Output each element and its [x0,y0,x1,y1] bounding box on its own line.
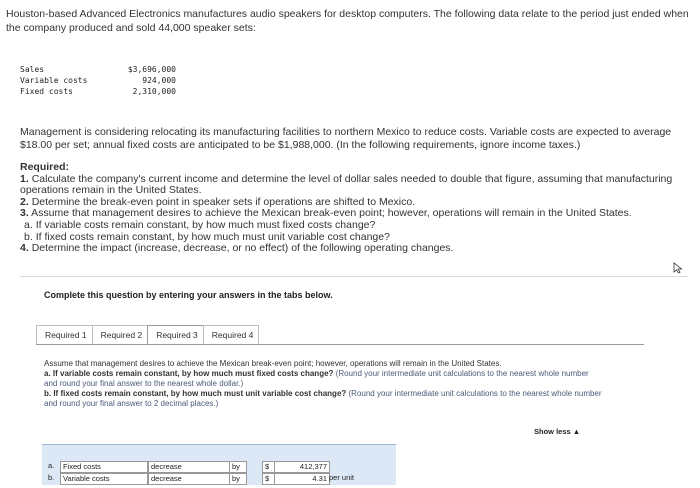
instructions-note: Complete this question by entering your answers in the tabs below. [44,290,333,300]
row-letter: a. [48,461,55,470]
answer-row-b [42,473,396,485]
direction-input[interactable]: decrease [148,461,230,473]
cost-value: 924,000 [142,76,176,85]
question-main: Assume that management desires to achieve the Mexican break-even point; however, operations will remain in the United States. [44,359,502,368]
table-row [20,75,176,86]
requirement-tabs [36,325,258,344]
cost-data-table [20,64,176,97]
unit-label: per unit [329,473,355,482]
direction-input[interactable]: decrease [148,473,230,485]
currency-symbol: $ [262,461,275,473]
tab-required-3[interactable]: Required 3 [147,325,204,344]
required-heading: Required: [20,161,70,173]
cost-label: Sales [20,65,45,74]
requirement-subitem: b. If fixed costs remain constant, by how much must unit variable cost change? [24,230,390,243]
currency-symbol: $ [262,473,275,485]
amount-input[interactable]: 412,377 [274,461,330,473]
required-section [20,162,690,255]
problem-intro: Houston-based Advanced Electronics manufactures audio speakers for desktop computers. The following data relate to the period just ended when the company produced and sold 44,000 speaker sets: [6,8,689,34]
by-label: by [229,473,247,485]
tab-underline [36,344,644,345]
question-part-a: a. If variable costs remain constant, by how much must fixed costs change? (Round your intermediate unit calculations to the nearest whole number and round your final answer to the nearest whole dollar.) [44,369,589,388]
caret-up-icon: ▲ [572,427,581,436]
requirement-item: 3. Assume that management desires to achieve the Mexican break-even point; however, operations will remain in the United States. [20,207,632,220]
by-label: by [229,461,247,473]
answer-table [42,444,396,485]
cost-value: $3,696,000 [127,65,176,74]
requirement-item: 1. Calculate the company's current income and determine the level of dollar sales needed to double that figure, assuming that manufacturing operations remain in the United States. [20,172,673,197]
requirement-subitem: a. If variable costs remain constant, by how much must fixed costs change? [24,218,376,231]
show-less-link[interactable]: Show less ▲ [534,427,581,436]
tab-required-2[interactable]: Required 2 [92,325,149,344]
table-row [20,64,176,75]
tab-required-4[interactable]: Required 4 [203,325,260,344]
table-row [20,86,176,97]
answer-label-cell: Fixed costs [60,461,148,473]
answer-row-a [42,461,396,473]
mouse-cursor-icon [672,262,684,274]
amount-input[interactable]: 4.31 [274,473,330,485]
question-text [44,359,604,409]
requirement-item: 2. Determine the break-even point in speaker sets if operations are shifted to Mexico. [20,195,416,208]
requirement-item: 4. Determine the impact (increase, decrease, or no effect) of the following operating changes. [20,242,454,255]
answer-label-cell: Variable costs [60,473,148,485]
section-divider [20,276,688,277]
row-letter: b. [48,473,55,482]
cost-label: Variable costs [20,76,88,85]
tab-required-1[interactable]: Required 1 [36,325,93,344]
question-part-b: b. If fixed costs remain constant, by how much must unit variable cost change? (Round your intermediate unit calculations to the nearest whole number and round your final answer to 2 decimal places.) [44,389,602,408]
cost-label: Fixed costs [20,87,73,96]
cost-value: 2,310,000 [132,87,176,96]
management-paragraph: Management is considering relocating its manufacturing facilities to northern Mexico to reduce costs. Variable costs are expected to average $18.00 per set; annual fixed costs are anticipated to be $1,988,000. (In the following requirements, ignore income taxes.) [20,126,672,151]
